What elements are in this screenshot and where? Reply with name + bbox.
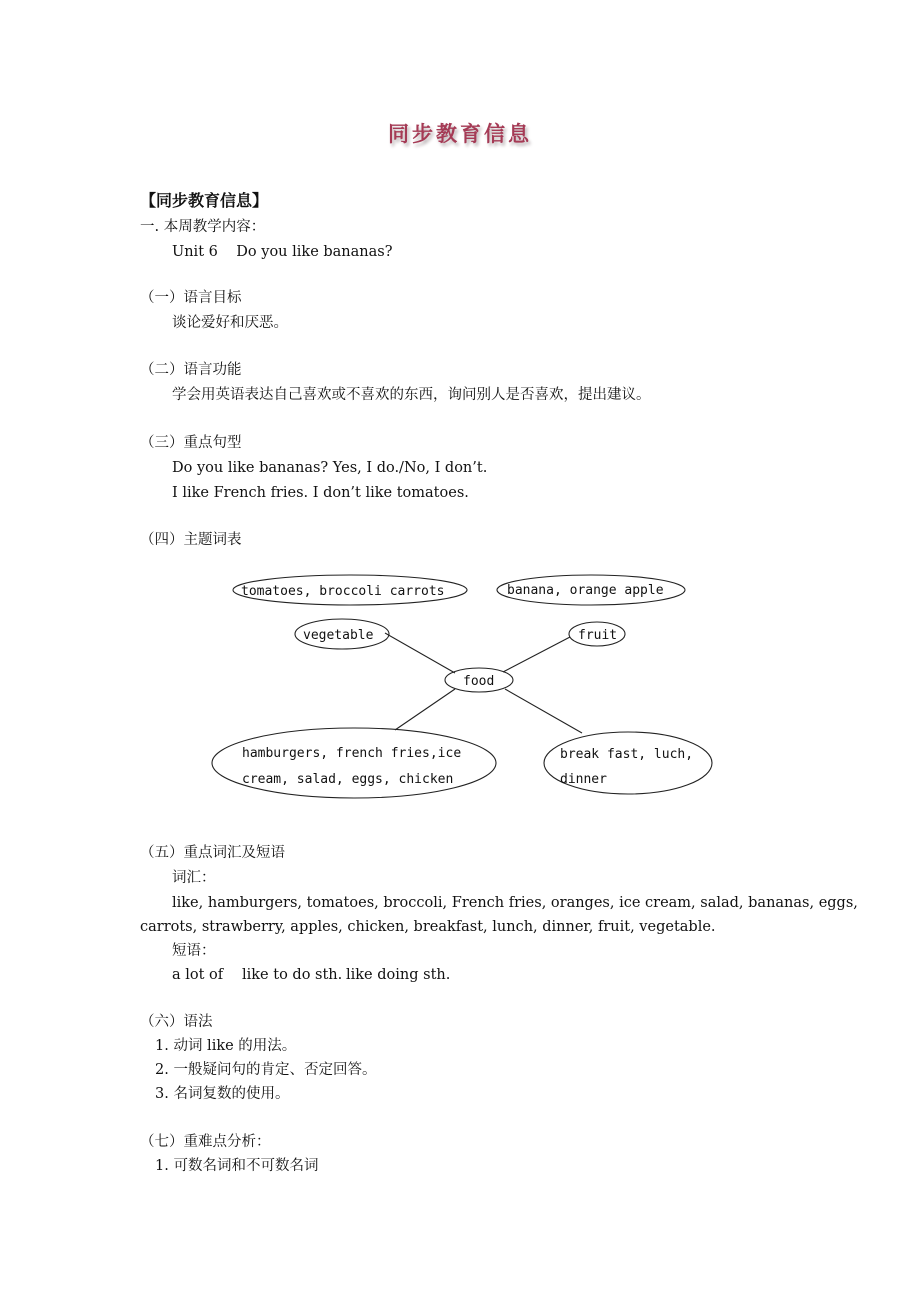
language-function-label: （二）语言功能	[140, 362, 242, 378]
difficulty-label: （七）重难点分析：	[140, 1134, 271, 1150]
section-heading: 【同步教育信息】	[140, 191, 269, 210]
fruit-text: fruit	[578, 628, 618, 643]
key-sentences-label: （三）重点句型	[140, 435, 242, 451]
meals-text-line1: break fast, luch,	[560, 747, 694, 762]
vocab-line-1: like, hamburgers, tomatoes, broccoli, French fries, oranges, ice cream, salad, bananas, eggs,	[172, 895, 858, 911]
foods-text-line2: cream, salad, eggs, chicken	[242, 772, 454, 787]
grammar-label: （六）语法	[140, 1014, 213, 1030]
link-vegetable-food	[385, 633, 455, 673]
vocab-line-2: carrots, strawberry, apples, chicken, breakfast, lunch, dinner, fruit, vegetable.	[140, 919, 716, 935]
meals-text-line2: dinner	[560, 772, 607, 787]
grammar-item-1: 1. 动词 like 的用法。	[155, 1038, 297, 1054]
phrase-label: 短语：	[172, 943, 216, 959]
foods-node	[212, 728, 496, 798]
language-goal-text: 谈论爱好和厌恶。	[172, 315, 288, 331]
vocab-label: 词汇：	[172, 870, 216, 886]
banner-title: 同步教育信息	[388, 121, 532, 146]
fruit-items-text: banana, orange apple	[507, 583, 664, 598]
veg-items-text: tomatoes, broccoli carrots	[241, 584, 445, 599]
link-food-foods	[395, 689, 455, 730]
language-function-text: 学会用英语表达自己喜欢或不喜欢的东西，询问别人是否喜欢，提出建议。	[172, 387, 651, 403]
vocab-phrases-label: （五）重点词汇及短语	[140, 845, 285, 861]
grammar-item-2: 2. 一般疑问句的肯定、否定回答。	[155, 1062, 377, 1078]
link-food-meals	[505, 689, 582, 733]
phrase-1: a lot of	[172, 967, 224, 983]
grammar-item-3: 3. 名词复数的使用。	[155, 1086, 290, 1102]
difficulty-item-1: 1. 可数名词和不可数名词	[155, 1158, 319, 1174]
topic-words-label: （四）主题词表	[140, 532, 242, 548]
foods-text-line1: hamburgers, french fries,ice	[242, 746, 462, 761]
language-goal-label: （一）语言目标	[140, 290, 242, 306]
phrase-2: like to do sth.	[242, 967, 343, 983]
phrase-3: like doing sth.	[346, 967, 451, 983]
unit-title: Unit 6 Do you like bananas?	[172, 244, 393, 260]
key-sentence-2: I like French fries. I don’t like tomatoes.	[172, 485, 469, 501]
food-text: food	[463, 674, 495, 689]
key-sentence-1: Do you like bananas? Yes, I do./No, I don’t.	[172, 460, 488, 476]
vegetable-text: vegetable	[303, 628, 374, 643]
weekly-content-label: 一. 本周教学内容：	[140, 219, 266, 235]
link-fruit-food	[503, 637, 570, 672]
